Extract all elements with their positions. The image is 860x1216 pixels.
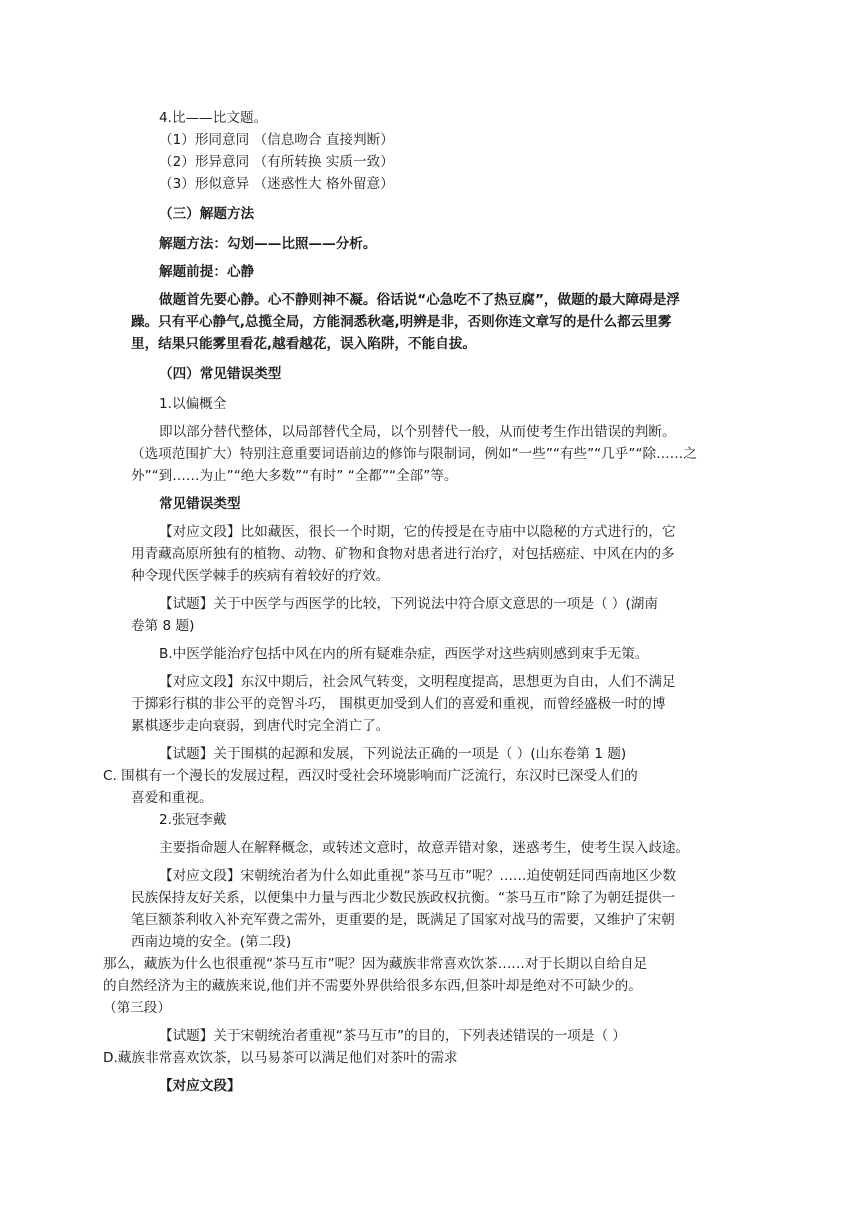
- paragraph-line: 里，结果只能雾里看花,越看越花，误入陷阱，不能自拔。: [131, 336, 477, 352]
- section-heading-3: （三）解题方法: [159, 206, 255, 222]
- question-line: 【试题】关于宋朝统治者重视“茶马互市”的目的，下列表述错误的一项是（ ）: [159, 1028, 626, 1044]
- paragraph-line: 累棋逐步走向衰弱，到唐代时完全消亡了。: [131, 718, 390, 734]
- list-item: （1）形同意同 （信息吻合 直接判断）: [159, 132, 394, 148]
- paragraph-line: 用青藏高原所独有的植物、动物、矿物和食物对患者进行治疗，对包括癌症、中风在内的多: [131, 546, 675, 562]
- question-line: 【试题】关于中医学与西医学的比较，下列说法中符合原文意思的一项是（ ）(湖南: [159, 596, 658, 612]
- method-line: 解题方法：勾划——比照——分析。: [159, 236, 377, 252]
- paragraph-line: 的自然经济为主的藏族来说,他们并不需要外界供给很多东西,但茶叶却是绝对不可缺少的。: [103, 978, 642, 994]
- option-line: D.藏族非常喜欢饮茶，以马易茶可以满足他们对茶叶的需求: [103, 1050, 458, 1066]
- premise-line: 解题前提：心静: [159, 264, 255, 280]
- paragraph-line: 民族保持友好关系，以便集中力量与西北少数民族政权抗衡。“茶马互市”除了为朝廷提供一: [131, 890, 676, 906]
- paragraph-line: 主要指命题人在解释概念，或转述文意时，故意弄错对象，迷惑考生，使考生误入歧途。: [159, 840, 690, 856]
- paragraph-line: 【对应文段】东汉中期后，社会风气转变，文明程度提高，思想更为自由，人们不满足: [159, 674, 676, 690]
- paragraph-line: 即以部分替代整体，以局部替代全局，以个别替代一般，从而使考生作出错误的判断。: [159, 424, 676, 440]
- paragraph-line: 【对应文段】比如藏医，很长一个时期，它的传授是在寺庙中以隐秘的方式进行的，它: [159, 524, 676, 540]
- option-line: B.中医学能治疗包括中风在内的所有疑难杂症，西医学对这些病则感到束手无策。: [159, 646, 649, 662]
- document-body: [103, 107, 732, 1097]
- paragraph-line: （第三段）: [103, 1000, 171, 1016]
- paragraph-line: （选项范围扩大）特别注意重要词语前边的修饰与限制词，例如“一些”“有些”“几乎”“除……之: [131, 446, 697, 462]
- question-line: 卷第 8 题): [131, 618, 195, 634]
- paragraph-line: 西南边境的安全。(第二段): [131, 934, 292, 950]
- paragraph-line: 躁。只有平心静气,总揽全局，方能洞悉秋毫,明辨是非，否则你连文章写的是什么都云里雾: [131, 314, 672, 330]
- paragraph-line: 于掷彩行棋的非公平的竞智斗巧， 围棋更加受到人们的喜爱和重视，而曾经盛极一时的博: [131, 696, 666, 712]
- paragraph-line: 外”“到……为止”“绝大多数”“有时” “全都”“全部”等。: [131, 468, 458, 484]
- subheading-2: 2.张冠李戴: [159, 812, 227, 828]
- subheading-common-errors: 常见错误类型: [159, 496, 241, 512]
- subheading-1: 1.以偏概全: [159, 396, 227, 412]
- option-line: 喜爱和重视。: [131, 790, 213, 806]
- paragraph-line: 【对应文段】: [159, 1078, 241, 1094]
- list-item: （2）形异意同 （有所转换 实质一致）: [159, 154, 394, 170]
- question-line: 【试题】关于围棋的起源和发展，下列说法正确的一项是（ ）(山东卷第 1 题): [159, 746, 627, 762]
- section-point-4: 4.比——比文题。: [159, 110, 268, 126]
- option-line: C. 围棋有一个漫长的发展过程，西汉时受社会环境影响而广泛流行，东汉时已深受人们的: [103, 768, 638, 784]
- paragraph-line: 做题首先要心静。心不静则神不凝。俗话说“心急吃不了热豆腐”，做题的最大障碍是浮: [159, 292, 680, 308]
- paragraph-line: 那么，藏族为什么也很重视“茶马互市”呢？因为藏族非常喜欢饮茶……对于长期以自给自足: [103, 956, 648, 972]
- paragraph-line: 【对应文段】宋朝统治者为什么如此重视“茶马互市”呢？……迫使朝廷同西南地区少数: [159, 868, 677, 884]
- paragraph-line: 种令现代医学棘手的疾病有着较好的疗效。: [131, 568, 390, 584]
- paragraph-line: 笔巨额茶利收入补充军费之需外，更重要的是，既满足了国家对战马的需要，又维护了宋朝: [131, 912, 675, 928]
- list-item: （3）形似意异 （迷惑性大 格外留意）: [159, 176, 394, 192]
- section-heading-4: （四）常见错误类型: [159, 366, 282, 382]
